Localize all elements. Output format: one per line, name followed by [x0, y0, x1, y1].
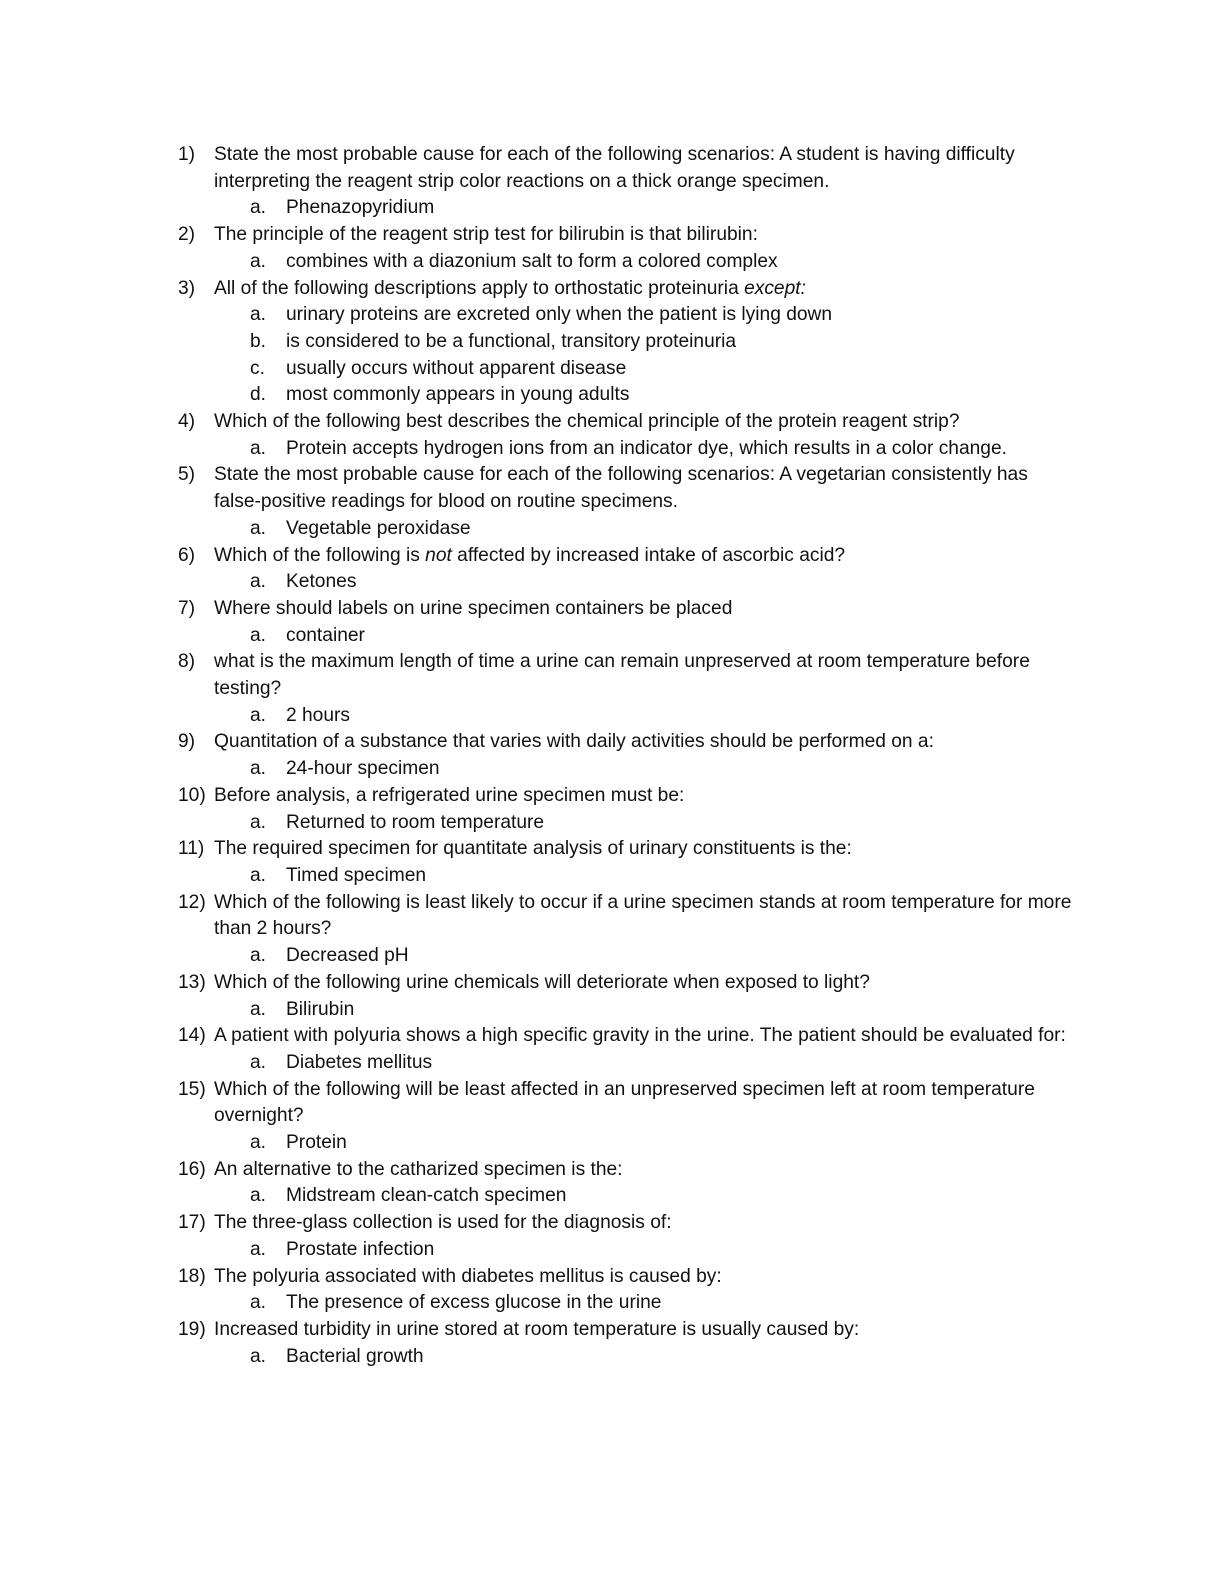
- question-text-part: State the most probable cause for each of the following scenarios: A vegetarian consistently has false-positive readings for blood on routine specimens.: [214, 464, 1028, 513]
- question-text: [214, 1210, 1078, 1237]
- question-number: 13): [178, 971, 206, 993]
- answer-text: Diabetes mellitus: [286, 1051, 433, 1073]
- question-text: [214, 1157, 1078, 1184]
- question-item: [178, 409, 1078, 462]
- answer-letter: a.: [250, 811, 267, 833]
- answer-letter: a.: [250, 1238, 267, 1260]
- answer-list: [214, 1344, 1078, 1371]
- answer-item: [214, 1344, 1078, 1371]
- question-text: [214, 543, 1078, 570]
- answer-letter: a.: [250, 704, 267, 726]
- answer-item: [214, 863, 1078, 890]
- question-item: [178, 836, 1078, 889]
- answer-letter: c.: [250, 357, 265, 379]
- question-item: [178, 970, 1078, 1023]
- answer-item: [214, 1050, 1078, 1077]
- question-item: [178, 222, 1078, 275]
- answer-item: [214, 249, 1078, 276]
- question-text-part: affected by increased intake of ascorbic acid?: [451, 544, 846, 566]
- answer-list: [214, 1130, 1078, 1157]
- answer-item: [214, 302, 1078, 329]
- question-number: 1): [178, 144, 196, 165]
- question-text-part: Which of the following best describes the chemical principle of the protein reagent strip?: [214, 411, 960, 433]
- answer-text: most commonly appears in young adults: [286, 384, 630, 406]
- answer-letter: a.: [250, 624, 267, 646]
- question-number: 9): [178, 731, 196, 753]
- question-text-part: An alternative to the catharized specimen is the:: [214, 1158, 623, 1180]
- question-number: 12): [178, 891, 206, 913]
- answer-text: Bilirubin: [286, 998, 355, 1020]
- question-text-part: Before analysis, a refrigerated urine specimen must be:: [214, 784, 685, 806]
- answer-letter: a.: [250, 758, 267, 780]
- question-item: [178, 1264, 1078, 1317]
- answer-text: The presence of excess glucose in the urine: [286, 1292, 662, 1314]
- answer-letter: a.: [250, 1132, 267, 1154]
- answer-item: [214, 1237, 1078, 1264]
- question-item: [178, 729, 1078, 782]
- answer-item: [214, 1290, 1078, 1317]
- answer-list: [214, 195, 1078, 222]
- answer-text: 2 hours: [286, 704, 350, 726]
- question-text: [214, 462, 1078, 515]
- question-number: 15): [178, 1078, 206, 1100]
- answer-list: [214, 249, 1078, 276]
- question-number: 14): [178, 1025, 206, 1047]
- question-list: [178, 142, 1078, 1370]
- answer-list: [214, 997, 1078, 1024]
- question-text-part: Where should labels on urine specimen containers be placed: [214, 597, 733, 619]
- answer-list: [214, 810, 1078, 837]
- question-number: 16): [178, 1158, 206, 1180]
- answer-letter: a.: [250, 517, 267, 539]
- question-emphasis: except:: [744, 277, 806, 299]
- question-text-part: Which of the following will be least affected in an unpreserved specimen left at room temperature overnight?: [214, 1078, 1035, 1127]
- question-text-part: Quantitation of a substance that varies with daily activities should be performed on a:: [214, 731, 934, 753]
- answer-list: [214, 1237, 1078, 1264]
- question-text: [214, 276, 1078, 303]
- answer-text: 24-hour specimen: [286, 758, 440, 780]
- answer-text: Ketones: [286, 571, 357, 593]
- question-number: 5): [178, 464, 196, 486]
- question-number: 8): [178, 651, 196, 673]
- answer-list: [214, 1050, 1078, 1077]
- answer-item: [214, 1183, 1078, 1210]
- question-number: 3): [178, 277, 196, 299]
- question-number: 11): [178, 838, 205, 860]
- question-text: [214, 1077, 1078, 1130]
- answer-letter: a.: [250, 197, 267, 219]
- question-item: [178, 142, 1078, 222]
- answer-letter: d.: [250, 384, 267, 406]
- answer-list: [214, 1183, 1078, 1210]
- answer-item: [214, 516, 1078, 543]
- question-item: [178, 1157, 1078, 1210]
- question-text: [214, 1023, 1078, 1050]
- question-text: [214, 836, 1078, 863]
- question-text-part: Which of the following is: [214, 544, 426, 566]
- question-number: 2): [178, 224, 196, 246]
- answer-item: [214, 703, 1078, 730]
- question-number: 17): [178, 1212, 206, 1234]
- question-number: 6): [178, 544, 196, 566]
- answer-text: combines with a diazonium salt to form a colored complex: [286, 250, 778, 272]
- question-text-part: All of the following descriptions apply to orthostatic proteinuria: [214, 277, 745, 299]
- question-number: 10): [178, 784, 206, 806]
- question-text: [214, 142, 1078, 195]
- answer-item: [214, 329, 1078, 356]
- question-item: [178, 1210, 1078, 1263]
- question-text-part: The polyuria associated with diabetes mellitus is caused by:: [214, 1265, 722, 1287]
- answer-letter: a.: [250, 250, 267, 272]
- question-item: [178, 783, 1078, 836]
- question-item: [178, 1317, 1078, 1370]
- answer-letter: a.: [250, 1345, 267, 1367]
- answer-letter: a.: [250, 1185, 267, 1207]
- answer-item: [214, 436, 1078, 463]
- answer-item: [214, 943, 1078, 970]
- question-emphasis: not: [425, 544, 452, 566]
- answer-text: usually occurs without apparent disease: [286, 357, 627, 379]
- answer-text: Timed specimen: [286, 864, 427, 886]
- question-text-part: The required specimen for quantitate analysis of urinary constituents is the:: [214, 838, 852, 860]
- question-text: [214, 783, 1078, 810]
- question-text-part: Which of the following is least likely to occur if a urine specimen stands at room temperature for more than 2 hours?: [214, 891, 1072, 940]
- answer-item: [214, 382, 1078, 409]
- answer-text: is considered to be a functional, transitory proteinuria: [286, 330, 737, 352]
- question-item: [178, 462, 1078, 542]
- answer-list: [214, 756, 1078, 783]
- answer-letter: a.: [250, 304, 267, 326]
- answer-text: urinary proteins are excreted only when the patient is lying down: [286, 304, 833, 326]
- answer-letter: a.: [250, 571, 267, 593]
- answer-list: [214, 623, 1078, 650]
- answer-item: [214, 997, 1078, 1024]
- answer-letter: a.: [250, 1292, 267, 1314]
- answer-text: container: [286, 624, 365, 646]
- answer-item: [214, 356, 1078, 383]
- question-text-part: State the most probable cause for each of the following scenarios: A student is having difficulty interpreting the reagent strip color reactions on a thick orange specimen.: [214, 144, 1015, 192]
- answer-letter: a.: [250, 998, 267, 1020]
- question-text: [214, 1264, 1078, 1291]
- answer-item: [214, 569, 1078, 596]
- question-text: [214, 409, 1078, 436]
- answer-list: [214, 703, 1078, 730]
- answer-item: [214, 810, 1078, 837]
- answer-letter: a.: [250, 945, 267, 967]
- answer-list: [214, 516, 1078, 543]
- question-text: [214, 1317, 1078, 1344]
- question-text-part: A patient with polyuria shows a high specific gravity in the urine. The patient should be evaluated for:: [214, 1025, 1066, 1047]
- question-item: [178, 1077, 1078, 1157]
- answer-text: Phenazopyridium: [286, 197, 435, 219]
- answer-item: [214, 623, 1078, 650]
- question-text: [214, 596, 1078, 623]
- answer-letter: a.: [250, 1051, 267, 1073]
- answer-text: Protein: [286, 1132, 347, 1154]
- question-text: [214, 222, 1078, 249]
- question-text: [214, 729, 1078, 756]
- question-text-part: Which of the following urine chemicals will deteriorate when exposed to light?: [214, 971, 870, 993]
- answer-list: [214, 1290, 1078, 1317]
- answer-text: Bacterial growth: [286, 1345, 424, 1367]
- answer-list: [214, 943, 1078, 970]
- answer-text: Protein accepts hydrogen ions from an indicator dye, which results in a color change.: [286, 437, 1007, 459]
- question-item: [178, 543, 1078, 596]
- answer-text: Decreased pH: [286, 945, 409, 967]
- question-number: 7): [178, 597, 196, 619]
- answer-text: Vegetable peroxidase: [286, 517, 471, 539]
- answer-list: [214, 436, 1078, 463]
- question-text: [214, 890, 1078, 943]
- question-item: [178, 276, 1078, 410]
- answer-text: Midstream clean-catch specimen: [286, 1185, 567, 1207]
- question-number: 4): [178, 411, 196, 433]
- answer-item: [214, 756, 1078, 783]
- question-item: [178, 596, 1078, 649]
- answer-item: [214, 195, 1078, 222]
- answer-text: Returned to room temperature: [286, 811, 545, 833]
- answer-list: [214, 569, 1078, 596]
- question-text-part: Increased turbidity in urine stored at room temperature is usually caused by:: [214, 1318, 860, 1340]
- answer-letter: a.: [250, 437, 267, 459]
- question-item: [178, 649, 1078, 729]
- question-item: [178, 890, 1078, 970]
- question-item: [178, 1023, 1078, 1076]
- question-text-part: The three-glass collection is used for the diagnosis of:: [214, 1212, 672, 1234]
- question-text-part: The principle of the reagent strip test for bilirubin is that bilirubin:: [214, 224, 758, 246]
- answer-list: [214, 863, 1078, 890]
- answer-letter: b.: [250, 330, 267, 352]
- question-text: [214, 970, 1078, 997]
- question-text-part: what is the maximum length of time a urine can remain unpreserved at room temperature before testing?: [214, 651, 1030, 700]
- question-number: 19): [178, 1318, 206, 1340]
- answer-list: [214, 302, 1078, 409]
- question-number: 18): [178, 1265, 206, 1287]
- answer-letter: a.: [250, 864, 267, 886]
- question-text: [214, 649, 1078, 702]
- answer-item: [214, 1130, 1078, 1157]
- answer-text: Prostate infection: [286, 1238, 435, 1260]
